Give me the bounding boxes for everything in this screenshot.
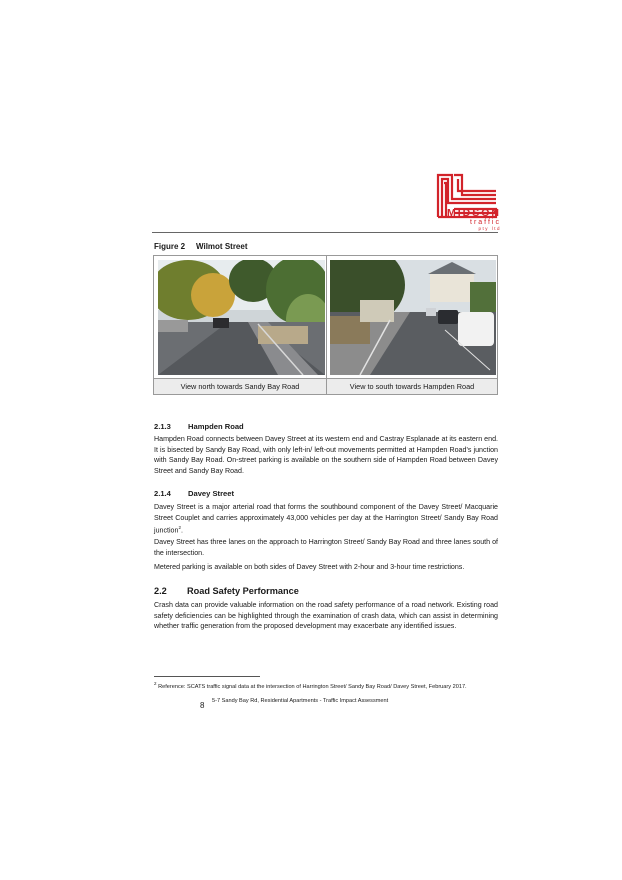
heading-2-1-4 [154, 489, 234, 498]
heading-number: 2.1.3 [154, 422, 171, 431]
photo-view-north [158, 260, 325, 375]
photo-caption-south: View to south towards Hampden Road [327, 379, 497, 394]
logo-subtitle-2: pty ltd [478, 226, 501, 231]
figure-caption [154, 242, 248, 251]
footer-text: 5-7 Sandy Bay Rd, Residential Apartments - Traffic Impact Assessment [212, 698, 389, 704]
figure-divider [326, 256, 327, 394]
paragraph-text: Davey Street is a major arterial road that forms the southbound component of the Davey Street/ Macquarie Street Couplet and carries approximately 43,000 vehicles per day at the Harrington Street/ Sandy Bay Road junction [154, 503, 498, 535]
footnote [154, 681, 467, 690]
paragraph-davey-street-2: Davey Street has three lanes on the approach to Harrington Street/ Sandy Bay Road and three lanes south of the intersection. [154, 538, 498, 557]
figure-label: Figure 2 [154, 242, 186, 251]
paragraph-davey-street-1 [154, 502, 498, 536]
footnote-ref[interactable]: 2 [178, 525, 181, 531]
paragraph-davey-street-3: Metered parking is available on both sides of Davey Street with 2-hour and 3-hour time restrictions. [154, 563, 465, 571]
logo-wordmark: MIDSON [447, 207, 501, 219]
page-number: 8 [200, 701, 205, 710]
paragraph-road-safety: Crash data can provide valuable information on the road safety performance of a road network. Existing road safety deficiencies can be highlighted through the examination of crash data, which can assist in determining whether traffic generation from the proposed development may exacerbate any identified issues. [154, 601, 498, 631]
heading-2-1-3 [154, 422, 244, 431]
paragraph-end: . [180, 526, 183, 535]
figure-table [153, 255, 498, 395]
photo-caption-north: View north towards Sandy Bay Road [154, 379, 326, 394]
heading-title: Hampden Road [188, 422, 244, 431]
heading-title: Davey Street [188, 489, 235, 498]
header-rule [152, 232, 498, 233]
heading-number: 2.1.4 [154, 489, 171, 498]
footnote-rule [154, 676, 260, 677]
figure-title: Wilmot Street [196, 242, 248, 251]
heading-number: 2.2 [154, 586, 167, 596]
heading-title: Road Safety Performance [187, 586, 299, 596]
footnote-marker: 2 [154, 681, 157, 686]
footnote-text: Reference: SCATS traffic signal data at the intersection of Harrington Street/ Sandy Bay Road/ Davey Street, February 2017. [156, 683, 467, 690]
photo-view-south [330, 260, 496, 375]
paragraph-hampden-road: Hampden Road connects between Davey Street at its western end and Castray Esplanade at its eastern end. It is bisected by Sandy Bay Road, with only left-in/ left-out movements permitted at Hampden Road’s junction with Sandy Bay Road. On-street parking is available on the southern side of Hampden Road between Davey Street and Sandy Bay Road. [154, 435, 498, 475]
heading-2-2 [154, 586, 299, 596]
logo-subtitle: traffic [470, 219, 501, 226]
